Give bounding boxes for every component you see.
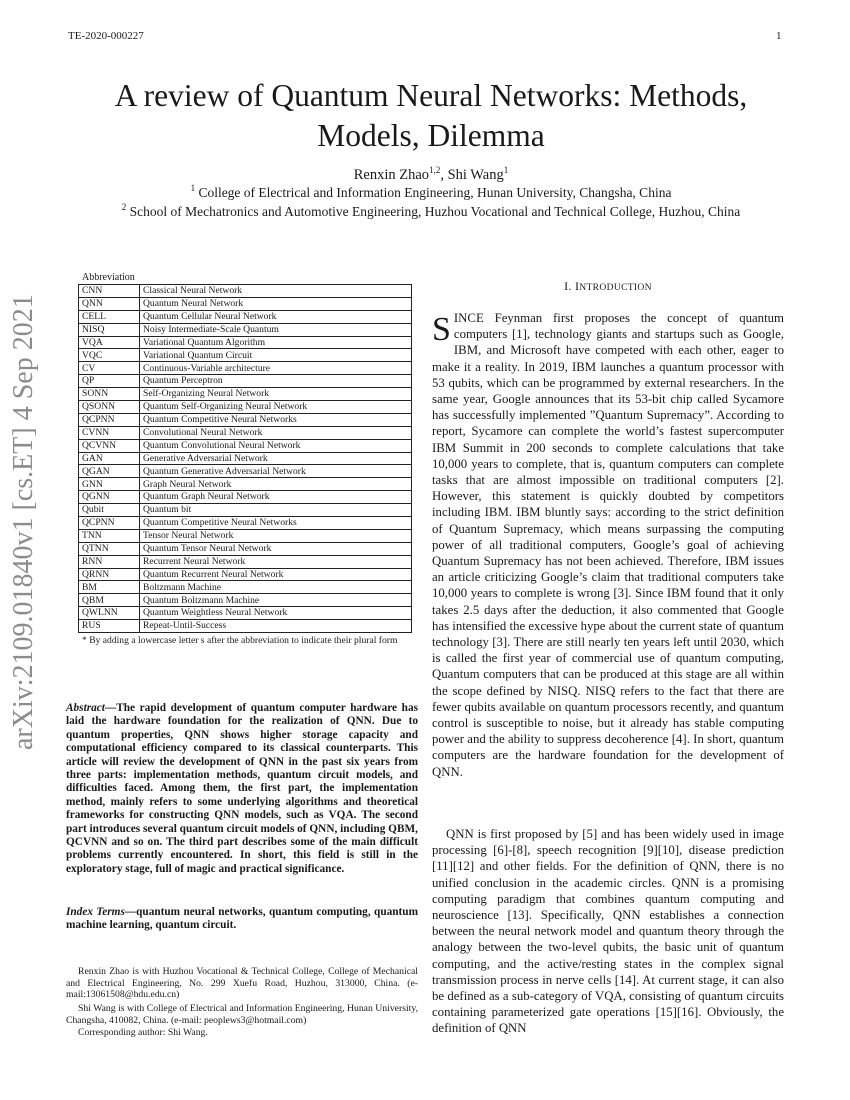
abbreviation-meaning-cell: Recurrent Neural Network — [140, 555, 412, 568]
abbreviation-meaning-cell: Quantum Competitive Neural Networks — [140, 413, 412, 426]
abbreviation-meaning-cell: Graph Neural Network — [140, 478, 412, 491]
abbreviation-meaning-cell: Variational Quantum Circuit — [140, 349, 412, 362]
abbreviation-cell: CELL — [79, 310, 140, 323]
abbreviation-meaning-cell: Quantum Neural Network — [140, 297, 412, 310]
abbreviation-meaning-cell: Continuous-Variable architecture — [140, 362, 412, 375]
abbreviation-row — [79, 581, 412, 594]
author-line: Renxin Zhao$^{1,2}$, Shi Wang$^1$ — [353, 165, 509, 183]
abbreviation-row — [79, 439, 412, 452]
intro-paragraph-1-text: INCE Feynman first proposes the concept of quantum computers [1], technology giants and startups such as Google, IBM, and Microsoft have competed with each other, eager to make it a reality. In 2019, IBM launches a quantum processor with 53 qubits, which can be programmed by external researchers. In the same year, Google announces that its 53-bit chip called Sycamore has successfully implemented ”Quantum Supremacy”. According to report, Sycamore can complete the world’s fastest supercomputer IBM Summit in 200 seconds to complete calculations that take 10,000 years to complete, that is, quantum computers can complete tasks that are almost impossible on traditional computers [2]. However, this statement is quickly doubted by competitors including IBM. IBM bluntly says: according to the strict definition of Quantum Supremacy, which means surpassing the computing power of all traditional computers, Google’s goal of achieving Quantum Supremacy has not been achieved. Therefore, IBM issues an article criticizing Google’s claim that traditional computers take 10,000 years to complete is wrong [3]. Since IBM found that it only takes 2.5 days after the deduction, it also commented that Google has intensified the excessive hype about the current state of quantum technology [3]. There are still nearly ten years left until 2030, which is called the first year of commercial use of quantum computing, Quantum computers that can be produced at this stage are all within the scope defined by NISQ. NISQ refers to the fact that there are fewer qubits available on quantum processors recently, and quantum control is susceptible to noise, but it already has stable computing power and the ability to suppress decoherence [4]. In short, quantum computers are the hardware foundation for the development of QNN. — [432, 311, 784, 779]
index-terms — [66, 906, 418, 933]
abbreviation-meaning-cell: Quantum Cellular Neural Network — [140, 310, 412, 323]
abbreviation-meaning-cell: Tensor Neural Network — [140, 529, 412, 542]
abbreviation-table-note: * By adding a lowercase letter s after the abbreviation to indicate their plural form — [82, 635, 398, 646]
abbreviation-meaning-cell: Quantum Tensor Neural Network — [140, 542, 412, 555]
abbreviation-row — [79, 504, 412, 517]
abbreviation-meaning-cell: Quantum Recurrent Neural Network — [140, 568, 412, 581]
abbreviation-cell: GAN — [79, 452, 140, 465]
abbreviation-row — [79, 529, 412, 542]
index-terms-text: —quantum neural networks, quantum computing, quantum machine learning, quantum circuit. — [66, 906, 418, 932]
abbreviation-cell: QNN — [79, 297, 140, 310]
author-1-name: Renxin Zhao — [353, 167, 430, 183]
section-heading — [432, 279, 784, 294]
abbreviation-row — [79, 323, 412, 336]
abbreviation-meaning-cell: Quantum Graph Neural Network — [140, 491, 412, 504]
abbreviation-cell: QGNN — [79, 491, 140, 504]
abbreviation-meaning-cell: Quantum Perceptron — [140, 375, 412, 388]
abbreviation-meaning-cell: Classical Neural Network — [140, 285, 412, 298]
abbreviation-meaning-cell: Generative Adversarial Network — [140, 452, 412, 465]
abbreviation-cell: Qubit — [79, 504, 140, 517]
abbreviation-meaning-cell: Noisy Intermediate-Scale Quantum — [140, 323, 412, 336]
footnote-corresponding: Corresponding author: Shi Wang. — [78, 1027, 208, 1038]
abbreviation-row — [79, 336, 412, 349]
abbreviation-cell: QCPNN — [79, 517, 140, 530]
section-numeral: I. — [564, 279, 575, 293]
abbreviation-table-caption: Abbreviation — [82, 272, 135, 283]
author-1-affiliation-marker: 1,2 — [429, 165, 441, 175]
abbreviation-meaning-cell: Boltzmann Machine — [140, 581, 412, 594]
abbreviation-cell: VQC — [79, 349, 140, 362]
abbreviation-cell: QP — [79, 375, 140, 388]
abbreviation-meaning-cell: Variational Quantum Algorithm — [140, 336, 412, 349]
affiliation-1 — [40, 183, 822, 203]
affiliation-2-number: 2 — [121, 202, 127, 212]
abstract-text: —The rapid development of quantum computer hardware has laid the hardware foundation for the realization of QNN. Due to quantum properties, QNN shows higher storage capacity and computational efficiency compared to its classical counterparts. This article will review the development of QNN in the past six years from three parts: implementation methods, quantum circuit models, and difficulties faced. Among them, the first part, the implementation method, mainly refers to some underlying algorithms and theoretical frameworks for constructing QNN models, such as VQA. The second part introduces several quantum circuit models of QNN, including QBM, QCVNN and so on. The third part describes some of the main difficult problems currently encountered. In short, this field is still in the exploratory stage, full of magic and practical significance. — [66, 702, 418, 875]
abbreviation-meaning-cell: Quantum Generative Adversarial Network — [140, 465, 412, 478]
abbreviation-cell: RUS — [79, 620, 140, 633]
abbreviation-row — [79, 349, 412, 362]
intro-paragraph-1 — [432, 310, 784, 780]
abbreviation-meaning-cell: Convolutional Neural Network — [140, 426, 412, 439]
page-number: 1 — [776, 30, 782, 42]
section-title-rest: NTRODUCTION — [579, 282, 652, 293]
abbreviation-row — [79, 297, 412, 310]
abbreviation-meaning-cell: Quantum Self-Organizing Neural Network — [140, 401, 412, 414]
abbreviation-row — [79, 285, 412, 298]
abbreviation-row — [79, 568, 412, 581]
abbreviation-cell: GNN — [79, 478, 140, 491]
abbreviation-cell: QSONN — [79, 401, 140, 414]
abbreviation-cell: QGAN — [79, 465, 140, 478]
footnote-author-2: Shi Wang is with College of Electrical and Information Engineering, Hunan University, Changsha, 410082, China. (e-mail: peoplews3@hotmail.com) — [66, 1003, 418, 1026]
abbreviation-table — [78, 284, 412, 633]
abbreviation-row — [79, 465, 412, 478]
abbreviation-row — [79, 542, 412, 555]
drop-cap: S — [432, 311, 451, 348]
arxiv-sidebar-stamp: arXiv:2109.01840v1 [cs.ET] 4 Sep 2021 — [8, 294, 39, 750]
affiliation-1-number: 1 — [190, 183, 196, 193]
abstract — [66, 702, 418, 876]
abbreviation-cell: CNN — [79, 285, 140, 298]
abbreviation-meaning-cell: Self-Organizing Neural Network — [140, 388, 412, 401]
abbreviation-meaning-cell: Quantum Boltzmann Machine — [140, 594, 412, 607]
paper-id: TE-2020-000227 — [68, 30, 144, 42]
abbreviation-cell: QCPNN — [79, 413, 140, 426]
affiliation-2 — [40, 202, 822, 222]
abbreviation-cell: NISQ — [79, 323, 140, 336]
abbreviation-cell: QWLNN — [79, 607, 140, 620]
abbreviation-row — [79, 620, 412, 633]
author-2-affiliation-marker: 1 — [503, 165, 509, 175]
affiliation-1-text: College of Electrical and Information Engineering, Hunan University, Changsha, China — [198, 185, 672, 200]
abbreviation-cell: VQA — [79, 336, 140, 349]
abbreviation-row — [79, 388, 412, 401]
abbreviation-cell: QBM — [79, 594, 140, 607]
abbreviation-meaning-cell: Quantum Competitive Neural Networks — [140, 517, 412, 530]
abbreviation-cell: QRNN — [79, 568, 140, 581]
abbreviation-row — [79, 607, 412, 620]
abstract-label: Abstract — [66, 702, 105, 714]
abbreviation-cell: BM — [79, 581, 140, 594]
index-terms-label: Index Terms — [66, 906, 125, 918]
abbreviation-row — [79, 426, 412, 439]
abbreviation-row — [79, 310, 412, 323]
abbreviation-cell: QCVNN — [79, 439, 140, 452]
abbreviation-row — [79, 413, 412, 426]
abbreviation-meaning-cell: Quantum Weightless Neural Network — [140, 607, 412, 620]
abbreviation-meaning-cell: Repeat-Until-Success — [140, 620, 412, 633]
abbreviation-row — [79, 478, 412, 491]
abbreviation-row — [79, 555, 412, 568]
footnote-author-1: Renxin Zhao is with Huzhou Vocational & Technical College, College of Mechanical and Electrical Engineering, No. 299 Xuefu Road, Huzhou, 313000, China. (e-mail:13061508@hdu.edu.cn) — [66, 966, 418, 1001]
abbreviation-row — [79, 594, 412, 607]
abbreviation-row — [79, 491, 412, 504]
abbreviation-cell: SONN — [79, 388, 140, 401]
author-2-name: Shi Wang — [447, 167, 504, 183]
abbreviation-cell: QTNN — [79, 542, 140, 555]
abbreviation-cell: CV — [79, 362, 140, 375]
abbreviation-row — [79, 401, 412, 414]
abbreviation-row — [79, 452, 412, 465]
abbreviation-meaning-cell: Quantum bit — [140, 504, 412, 517]
abbreviation-cell: RNN — [79, 555, 140, 568]
abbreviation-row — [79, 362, 412, 375]
abbreviation-cell: TNN — [79, 529, 140, 542]
section-first-letter: I — [575, 279, 580, 293]
intro-paragraph-2: QNN is first proposed by [5] and has been widely used in image processing [6]-[8], speech recognition [9][10], disease prediction [11][12] and other fields. For the definition of QNN, there is no unified conclusion in the academic circles. QNN is a promising computing paradigm that combines quantum computing and neuroscience [13]. Specifically, QNN establishes a connection between the neural network model and quantum theory through the analogy between the two-level qubits, the basic unit of quantum computing, and the active/resting states in the complex signal transmission process in nerve cells [14]. At current stage, it can also be defined as a sub-category of VQA, consisting of quantum circuits containing parameterized gate operations [15][16]. Obviously, the definition of QNN — [432, 827, 784, 1036]
paper-title: A review of Quantum Neural Networks: Methods, Models, Dilemma — [114, 78, 748, 153]
abbreviation-row — [79, 375, 412, 388]
abbreviation-meaning-cell: Quantum Convolutional Neural Network — [140, 439, 412, 452]
abbreviation-cell: CVNN — [79, 426, 140, 439]
affiliation-2-text: School of Mechatronics and Automotive Engineering, Huzhou Vocational and Technical College, Huzhou, China — [129, 204, 741, 219]
abbreviation-row — [79, 517, 412, 530]
